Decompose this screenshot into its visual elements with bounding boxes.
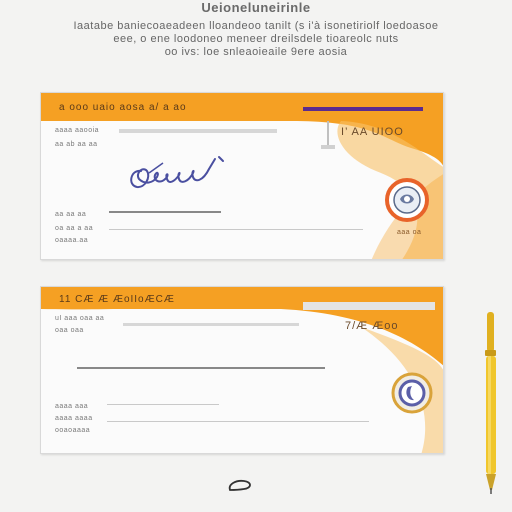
cheque-1-amount-line [109, 211, 221, 213]
cheque-2-line-1: uI aaa oaa aa [55, 315, 105, 322]
cheque-1-memo-line [109, 229, 363, 230]
cheque-2-background [41, 287, 444, 454]
cheque-1-background [41, 93, 444, 260]
cheque-1-tick [327, 121, 329, 147]
cheque-1-tick-base [321, 145, 335, 149]
scribble-icon [226, 478, 256, 494]
cheque-1-date-bar [119, 129, 277, 133]
cheque-filled [40, 92, 444, 260]
cheque-1-field-3: oaaaa.aa [55, 237, 89, 244]
subtitle-line-2: eee, o ene loodoneo meneer dreilsdele tioareolc nuts [113, 33, 399, 45]
cheque-1-code: aaa oa [397, 229, 422, 236]
cheque-2-field-1: aaaa aaa [55, 403, 89, 410]
cheque-1-sub-text: aa ab aa aa [55, 141, 98, 148]
pen-icon [482, 312, 500, 494]
cheque-2-memo-line [107, 421, 369, 422]
bank-seal-icon [385, 177, 429, 223]
cheque-1-field-1: aa aa aa [55, 211, 87, 218]
cheque-1-payee-text: aaaa aaooia [55, 127, 100, 134]
cheque-2-field-3: ooaoaaaa [55, 427, 91, 434]
bank-seal-icon [391, 371, 433, 415]
cheque-2-band-text: 11 CÆ Æ ÆoIIoÆCÆ [59, 294, 175, 305]
cheque-1-purple-bar [303, 107, 423, 111]
subtitle-line-3: oo ivs: loe snleaoieaile 9ere aosia [164, 46, 348, 58]
cheque-2-amount-line [107, 404, 219, 405]
cheque-2-field-2: aaaa aaaa [55, 415, 93, 422]
page-title: Ueioneluneirinle [201, 0, 311, 15]
cheque-blank [40, 286, 444, 454]
cheque-2-payee-bar [123, 323, 299, 326]
cheque-2-bank-text: 7/Æ Æoo [345, 320, 399, 332]
cheque-2-line-2: oaa oaa [55, 327, 84, 334]
signature-image [123, 151, 233, 193]
cheque-1-bank-text: I’ AA UIOO [341, 126, 404, 138]
cheque-1-band-text: a ooo uaio aosa a/ a ao [59, 102, 187, 113]
subtitle-line-1: Iaatabe baniecoaeadeen lloandeoo tanilt (s i'à isonetiriolf loedoasoe [73, 20, 439, 32]
cheque-1-field-2: oa aa a aa [55, 225, 94, 232]
cheque-2-payee-line [77, 367, 325, 369]
cheque-2-date-box [303, 302, 435, 310]
